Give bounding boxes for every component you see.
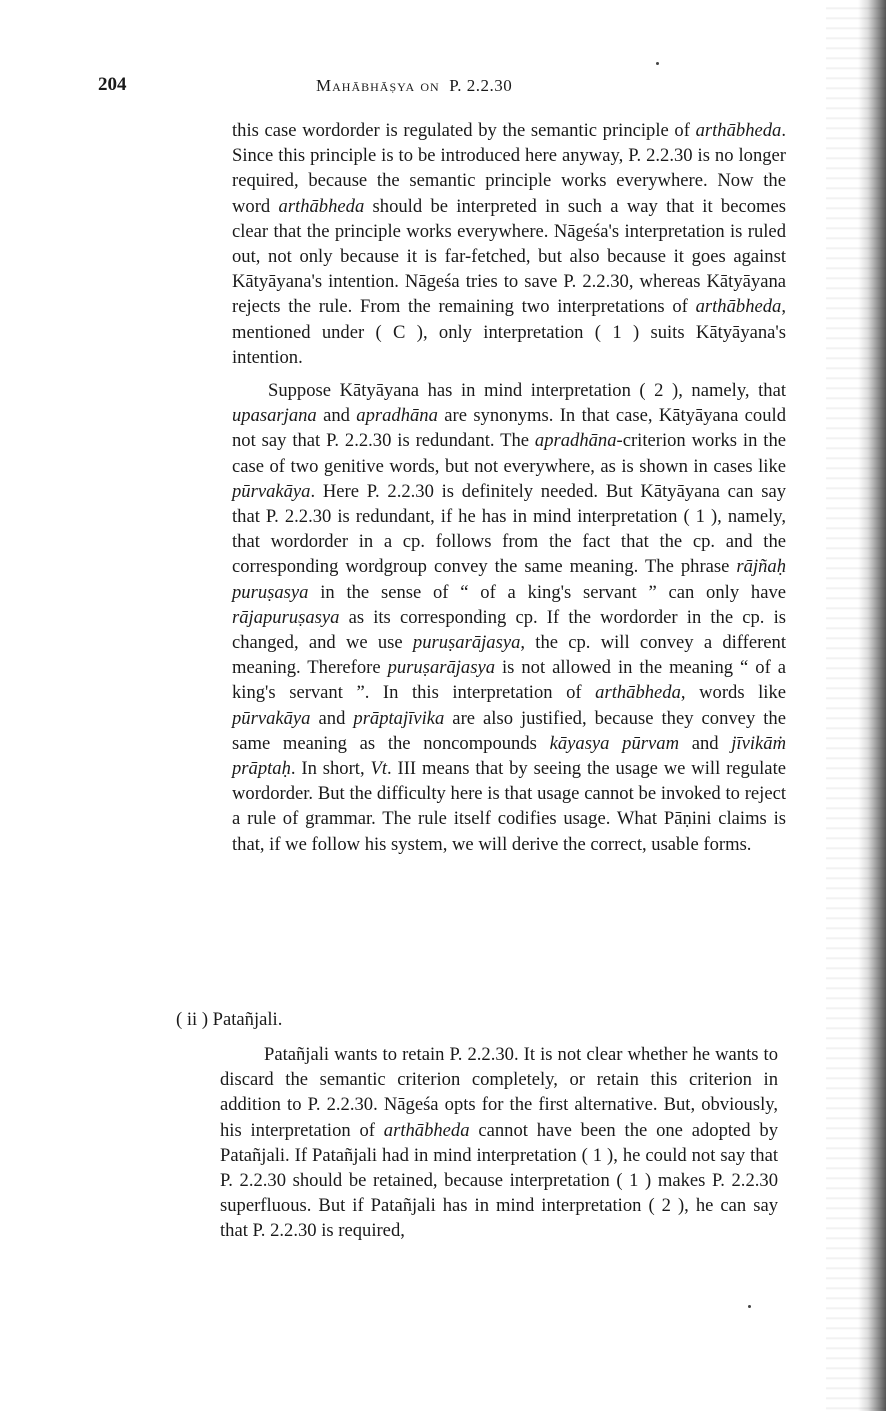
text-run: Patañjali wants to retain P. 2.2.30. It is not clear whether he wants to discard the semantic criterion completely, or retain this criterion in addition to P. 2.2.30. Nāgeśa opts for the first alternative. But, obviously, his interpretation of <box>220 1044 778 1141</box>
text-run: are also justified, because they convey the same meaning as the noncompounds <box>232 707 786 754</box>
italic-term: apradhāna <box>534 430 617 452</box>
italic-term: rājapuruṣasya <box>232 606 340 628</box>
italic-term: puruṣarājasya <box>387 657 496 679</box>
italic-term: upasarjana <box>232 405 317 427</box>
text-run: is not allowed in the meaning “ of a king's servant ”. In this interpretation of <box>232 657 787 704</box>
text-run: . Here P. 2.2.30 is definitely needed. But Kātyāyana can say that P. 2.2.30 is redundant, if he has in mind interpretation ( 1 ), namely, that wordorder in a cp. follows from the fact that the cp. and the corresponding wordgroup convey the same meaning. The phrase <box>232 480 786 578</box>
text-run: as its corresponding cp. If the wordorder in the cp. is changed, and we use <box>232 606 786 654</box>
running-head-title: Mahābhāṣya on <box>316 76 440 95</box>
running-head <box>316 76 512 96</box>
text-run: are synonyms. In that case, Kātyāyana could not say that P. 2.2.30 is redundant. The <box>232 405 786 452</box>
text-run: . In short, <box>290 758 371 780</box>
book-spine-texture <box>826 0 886 1411</box>
italic-term: arthābheda <box>278 195 365 217</box>
scan-speck <box>748 1305 751 1308</box>
text-run: . III means that by seeing the usage we will regulate wordorder. But the difficulty here is that usage cannot be invoked to reject a rule of grammar. The rule itself codifies usage. What Pāṇini claims is that, if we follow his system, we will derive the correct, usable forms. <box>232 758 786 855</box>
running-head-ref: P. 2.2.30 <box>449 76 513 95</box>
paragraph-3 <box>220 1042 778 1244</box>
text-run: cannot have been the one adopted by Patañjali. If Patañjali had in mind interpretation ( 1 ), he could not say that P. 2.2.30 should be retained, because interpretation ( 1 ) makes P. 2.2.30 superfluous. But if Patañjali has in mind interpretation ( 2 ), he can say that P. 2.2.30 is required, <box>220 1119 778 1242</box>
italic-term: pūrvakāya <box>232 707 311 729</box>
italic-term: jīvikāṁ prāptaḥ <box>232 732 786 780</box>
text-run: this case wordorder is regulated by the semantic principle of <box>232 120 696 141</box>
text-run: , mentioned under ( C ), only interpretation ( 1 ) suits Kātyāyana's intention. <box>232 296 786 368</box>
text-run: in the sense of “ of a king's servant ” can only have <box>308 581 786 603</box>
italic-term: pūrvakāya <box>232 480 311 502</box>
page-number: 204 <box>98 74 127 95</box>
text-run: and <box>316 405 357 427</box>
section-heading: ( ii ) Patañjali. <box>176 1009 283 1030</box>
italic-term: prāptajīvika <box>353 707 445 729</box>
text-run: should be interpreted in such a way that it becomes clear that the principle works everywhere. Nāgeśa's interpretation is ruled out, not only because it is far-fetched, but also because it goes against Kātyāyana's intention. Nāgeśa tries to save P. 2.2.30, whereas Kātyāyana rejects the rule. From the remaining two interpretations of <box>232 195 786 318</box>
italic-term: puruṣarājasya <box>412 632 521 654</box>
text-run: -criterion works in the case of two genitive words, but not everywhere, as is shown in cases like <box>232 430 786 477</box>
section-text <box>220 1042 778 1244</box>
text-run: . Since this principle is to be introduced here anyway, P. 2.2.30 is no longer required, because the semantic principle works everywhere. Now the word <box>232 120 786 217</box>
text-run: , words like <box>680 682 787 704</box>
italic-term: kāyasya pūrvam <box>549 732 679 754</box>
italic-term: arthābheda <box>383 1119 470 1141</box>
italic-term: arthābheda <box>695 120 782 141</box>
text-run: , the cp. will convey a different meaning. Therefore <box>232 632 786 679</box>
paragraph-2 <box>232 378 786 857</box>
text-run: and <box>679 732 732 754</box>
italic-term: rājñaḥ puruṣasya <box>232 556 786 603</box>
page-header <box>98 74 798 102</box>
italic-term: arthābheda <box>695 296 782 318</box>
italic-term: apradhāna <box>356 405 438 427</box>
italic-term: Vt <box>370 758 388 780</box>
scan-speck <box>656 62 659 65</box>
paragraph-1 <box>232 118 786 370</box>
text-run: and <box>310 707 354 729</box>
italic-term: arthābheda <box>595 682 681 704</box>
main-text <box>232 118 786 857</box>
text-run: Suppose Kātyāyana has in mind interpretation ( 2 ), namely, that <box>268 380 786 402</box>
